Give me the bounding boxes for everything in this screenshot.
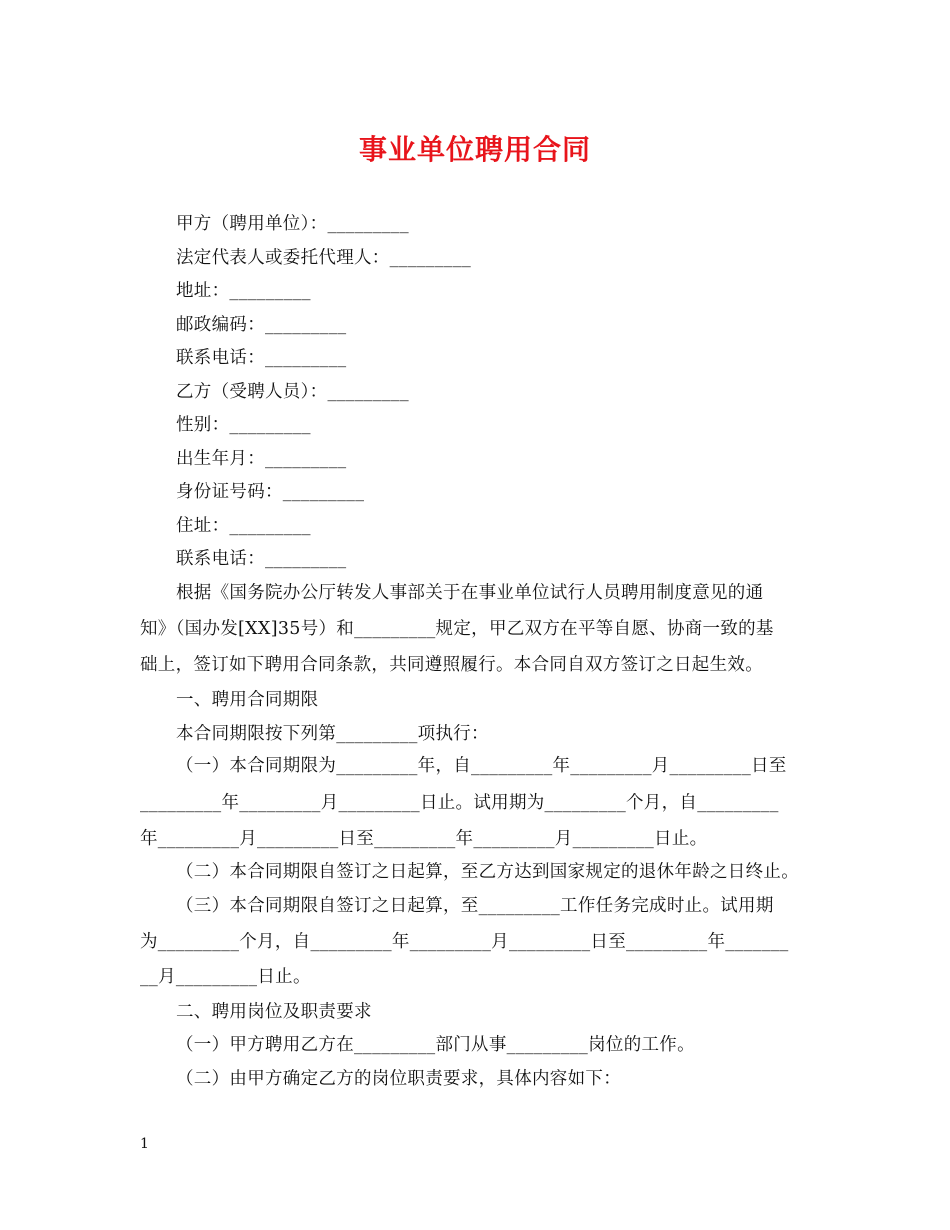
legal-rep-field: 法定代表人或委托代理人：_________ [176,248,472,268]
intro-line-2: 知》（国办发[XX]35号）和_________规定，甲乙双方在平等自愿、协商一致的基 [140,619,774,639]
section1-item3-line2: 为_________个月，自_________年_________月_________日至_________年_______ [140,932,789,952]
address-field: 地址：_________ [176,281,311,301]
party-a-field: 甲方（聘用单位）：_________ [176,214,409,234]
id-number-field: 身份证号码：_________ [176,482,365,502]
page-number: 1 [140,1136,149,1152]
birth-field: 出生年月：_________ [176,449,347,469]
section1-item3-line1: （三）本合同期限自签订之日起算，至_________工作任务完成时止。试用期 [176,896,774,916]
postal-code-field: 邮政编码：_________ [176,315,347,335]
section1-item2: （二）本合同期限自签订之日起算，至乙方达到国家规定的退休年龄之日终止。 [176,862,799,882]
section1-heading: 一、聘用合同期限 [176,690,319,710]
section1-item3-line3: __月_________日止。 [140,967,311,987]
document-title: 事业单位聘用合同 [358,133,591,166]
gender-field: 性别：_________ [176,415,311,435]
section1-item1-line2: _________年_________月_________日止。试用期为_________个月，自_________ [140,793,779,813]
section1-item1-line3: 年_________月_________日至_________年_________月_________日止。 [140,829,708,849]
section1-intro: 本合同期限按下列第_________项执行： [176,724,489,744]
intro-line-3: 础上，签订如下聘用合同条款，共同遵照履行。本合同自双方签订之日起生效。 [140,655,763,675]
residence-field: 住址：_________ [176,516,311,536]
section2-heading: 二、聘用岗位及职责要求 [176,1002,372,1022]
intro-line-1: 根据《国务院办公厅转发人事部关于在事业单位试行人员聘用制度意见的通 [176,583,764,603]
section2-item1: （一）甲方聘用乙方在_________部门从事_________岗位的工作。 [176,1035,695,1055]
party-b-field: 乙方（受聘人员）：_________ [176,382,409,402]
section2-item2: （二）由甲方确定乙方的岗位职责要求，具体内容如下： [176,1069,621,1089]
phone-a-field: 联系电话：_________ [176,348,347,368]
phone-b-field: 联系电话：_________ [176,549,347,569]
section1-item1-line1: （一）本合同期限为_________年，自_________年_________月_________日至 [176,756,787,776]
